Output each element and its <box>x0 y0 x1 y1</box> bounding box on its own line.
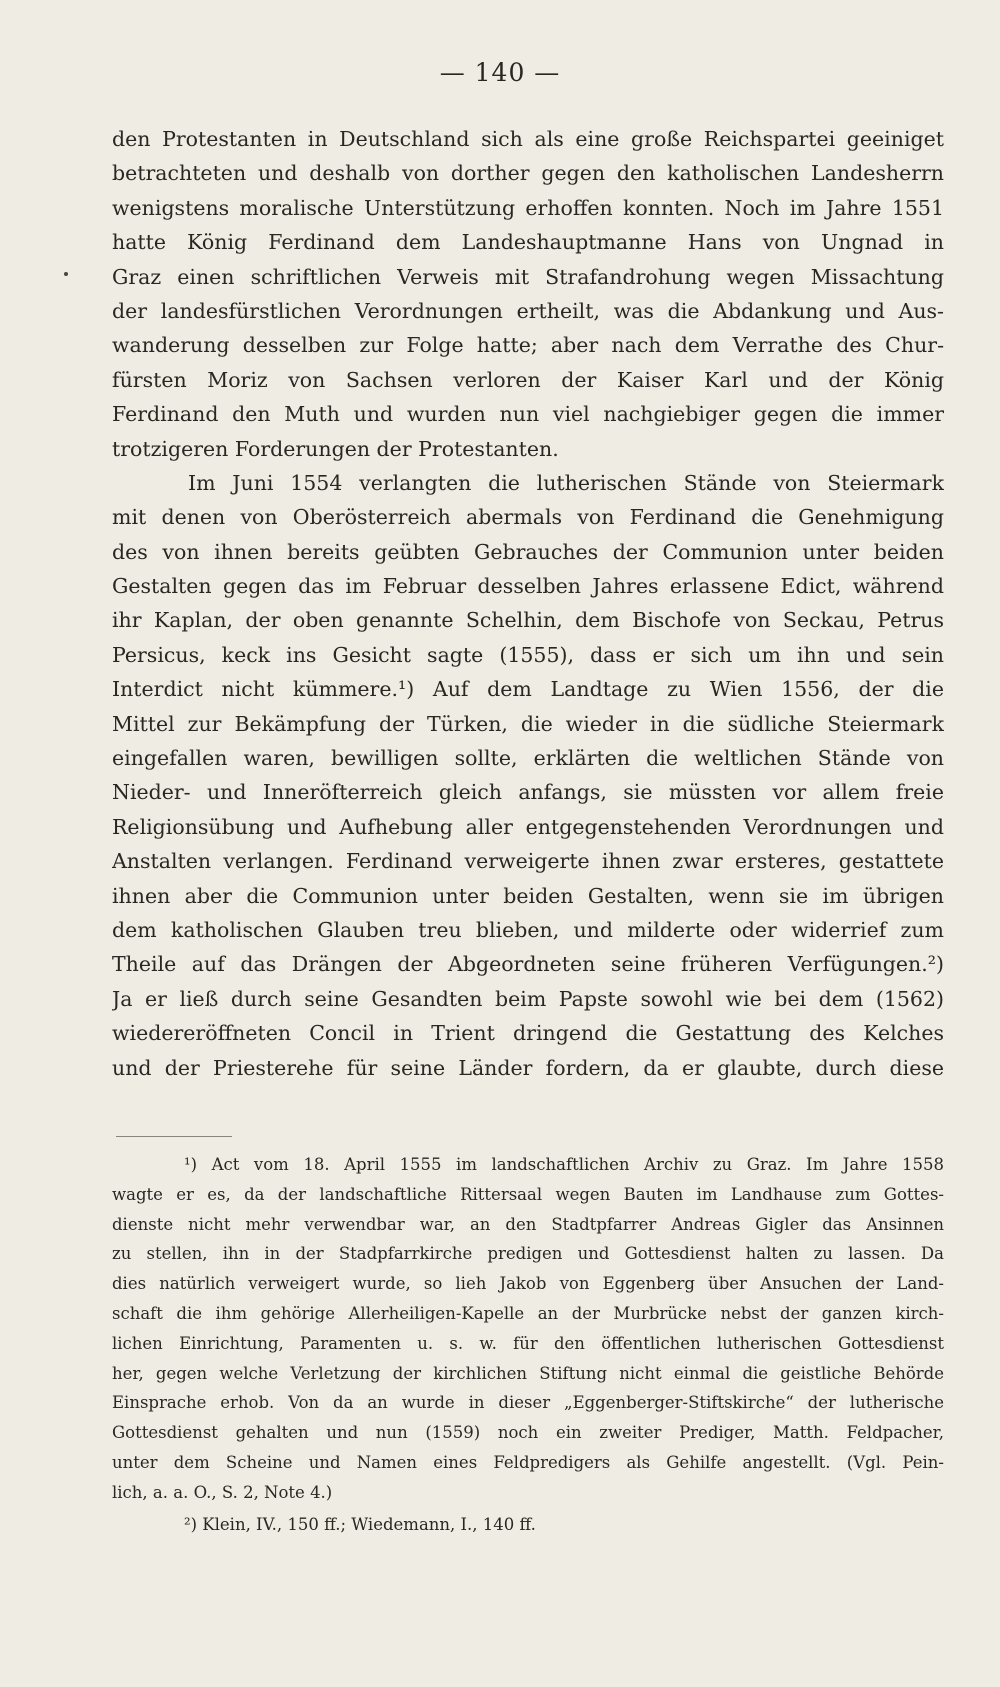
text-line: Graz einen schriftlichen Verweis mit Strafandrohung wegen Missachtung <box>112 264 944 289</box>
body-text <box>112 122 944 1085</box>
footnotes <box>112 1150 944 1539</box>
text-line: den Protestanten in Deutschland sich als eine große Reichspartei geeiniget <box>112 127 944 151</box>
footnote-line: ¹) Act vom 18. April 1555 im landschaftlichen Archiv zu Graz. Im Jahre 1558 <box>184 1155 944 1174</box>
margin-mark <box>64 272 68 276</box>
text-line: betrachteten und deshalb von dorther gegen den katholischen Landesherrn <box>112 161 944 186</box>
footnote-line: lich, a. a. O., S. 2, Note 4.) <box>112 1482 333 1502</box>
text-line: Ferdinand den Muth und wurden nun viel nachgiebiger gegen die immer <box>112 402 944 427</box>
text-line: der landesfürstlichen Verordnungen ertheilt, was die Abdankung und Aus- <box>112 298 944 323</box>
text-line: Religionsübung und Aufhebung aller entgegenstehenden Verordnungen und <box>112 814 944 839</box>
text-line: und der Priesterehe für seine Länder fordern, da er glaubte, durch diese <box>112 1055 944 1080</box>
footnote-line: lichen Einrichtung, Paramenten u. s. w. für den öffentlichen lutherischen Gottesdienst <box>112 1333 944 1353</box>
text-line: fürsten Moriz von Sachsen verloren der Kaiser Karl und der König <box>112 367 944 392</box>
text-line: des von ihnen bereits geübten Gebrauches der Communion unter beiden <box>112 539 944 564</box>
text-line: Interdict nicht kümmere.¹) Auf dem Landtage zu Wien 1556, der die <box>112 677 944 702</box>
text-line: Mittel zur Bekämpfung der Türken, die wieder in die südliche Steiermark <box>112 711 944 736</box>
text-line: Ja er ließ durch seine Gesandten beim Papste sowohl wie bei dem (1562) <box>112 986 944 1011</box>
footnote-line: dies natürlich verweigert wurde, so lieh Jakob von Eggenberg über Ansuchen der Land- <box>112 1274 944 1294</box>
text-line: ihr Kaplan, der oben genannte Schelhin, dem Bischofe von Seckau, Petrus <box>112 608 944 633</box>
text-line: Theile auf das Drängen der Abgeordneten seine früheren Verfügungen.²) <box>112 952 944 977</box>
footnote-line: Gottesdienst gehalten und nun (1559) noch ein zweiter Prediger, Matth. Feldpacher, <box>112 1423 944 1443</box>
text-line: mit denen von Oberösterreich abermals von Ferdinand die Genehmigung <box>112 505 944 530</box>
text-line: Im Juni 1554 verlangten die lutherischen Stände von Steiermark <box>188 470 944 495</box>
footnote-line: wagte er es, da der landschaftliche Rittersaal wegen Bauten im Landhause zum Gottes- <box>112 1184 944 1204</box>
footnote-line: unter dem Scheine und Namen eines Feldpredigers als Gehilfe angestellt. (Vgl. Pein- <box>112 1452 944 1472</box>
text-line: eingefallen waren, bewilligen sollte, erklärten die weltlichen Stände von <box>112 746 944 771</box>
text-line: wiedereröffneten Concil in Trient dringend die Gestattung des Kelches <box>112 1021 944 1046</box>
text-line: hatte König Ferdinand dem Landeshauptmanne Hans von Ungnad in <box>112 230 944 255</box>
text-line: Anstalten verlangen. Ferdinand verweigerte ihnen zwar ersteres, gestattete <box>112 849 944 874</box>
text-line: wanderung desselben zur Folge hatte; aber nach dem Verrathe des Chur- <box>112 333 944 358</box>
footnote-line: Einsprache erhob. Von da an wurde in dieser „Eggenberger-Stiftskirche“ der lutherische <box>112 1393 944 1413</box>
footnote-line: dienste nicht mehr verwendbar war, an den Stadtpfarrer Andreas Gigler das Ansinnen <box>112 1214 944 1234</box>
text-line: ihnen aber die Communion unter beiden Gestalten, wenn sie im übrigen <box>112 883 944 908</box>
footnote-line: schaft die ihm gehörige Allerheiligen-Kapelle an der Murbrücke nebst der ganzen kirch- <box>112 1303 944 1323</box>
text-line: dem katholischen Glauben treu blieben, und milderte oder widerrief zum <box>112 917 944 942</box>
text-line: Gestalten gegen das im Februar desselben Jahres erlassene Edict, während <box>112 574 944 599</box>
footnote-rule <box>116 1136 232 1137</box>
page-number: — 140 — <box>439 58 561 87</box>
text-line: trotzigeren Forderungen der Protestanten. <box>112 436 559 461</box>
footnote-line: zu stellen, ihn in der Stadpfarrkirche predigen und Gottesdienst halten zu lassen. Da <box>112 1244 944 1264</box>
text-line: Persicus, keck ins Gesicht sagte (1555), dass er sich um ihn und sein <box>112 642 944 667</box>
footnote-line: ²) Klein, IV., 150 ff.; Wiedemann, I., 140 ff. <box>184 1514 536 1534</box>
footnote-line: her, gegen welche Verletzung der kirchlichen Stiftung nicht einmal die geistliche Behörde <box>112 1363 944 1383</box>
text-line: wenigstens moralische Unterstützung erhoffen konnten. Noch im Jahre 1551 <box>112 195 944 220</box>
text-line: Nieder- und Inneröfterreich gleich anfangs, sie müssten vor allem freie <box>112 780 944 805</box>
